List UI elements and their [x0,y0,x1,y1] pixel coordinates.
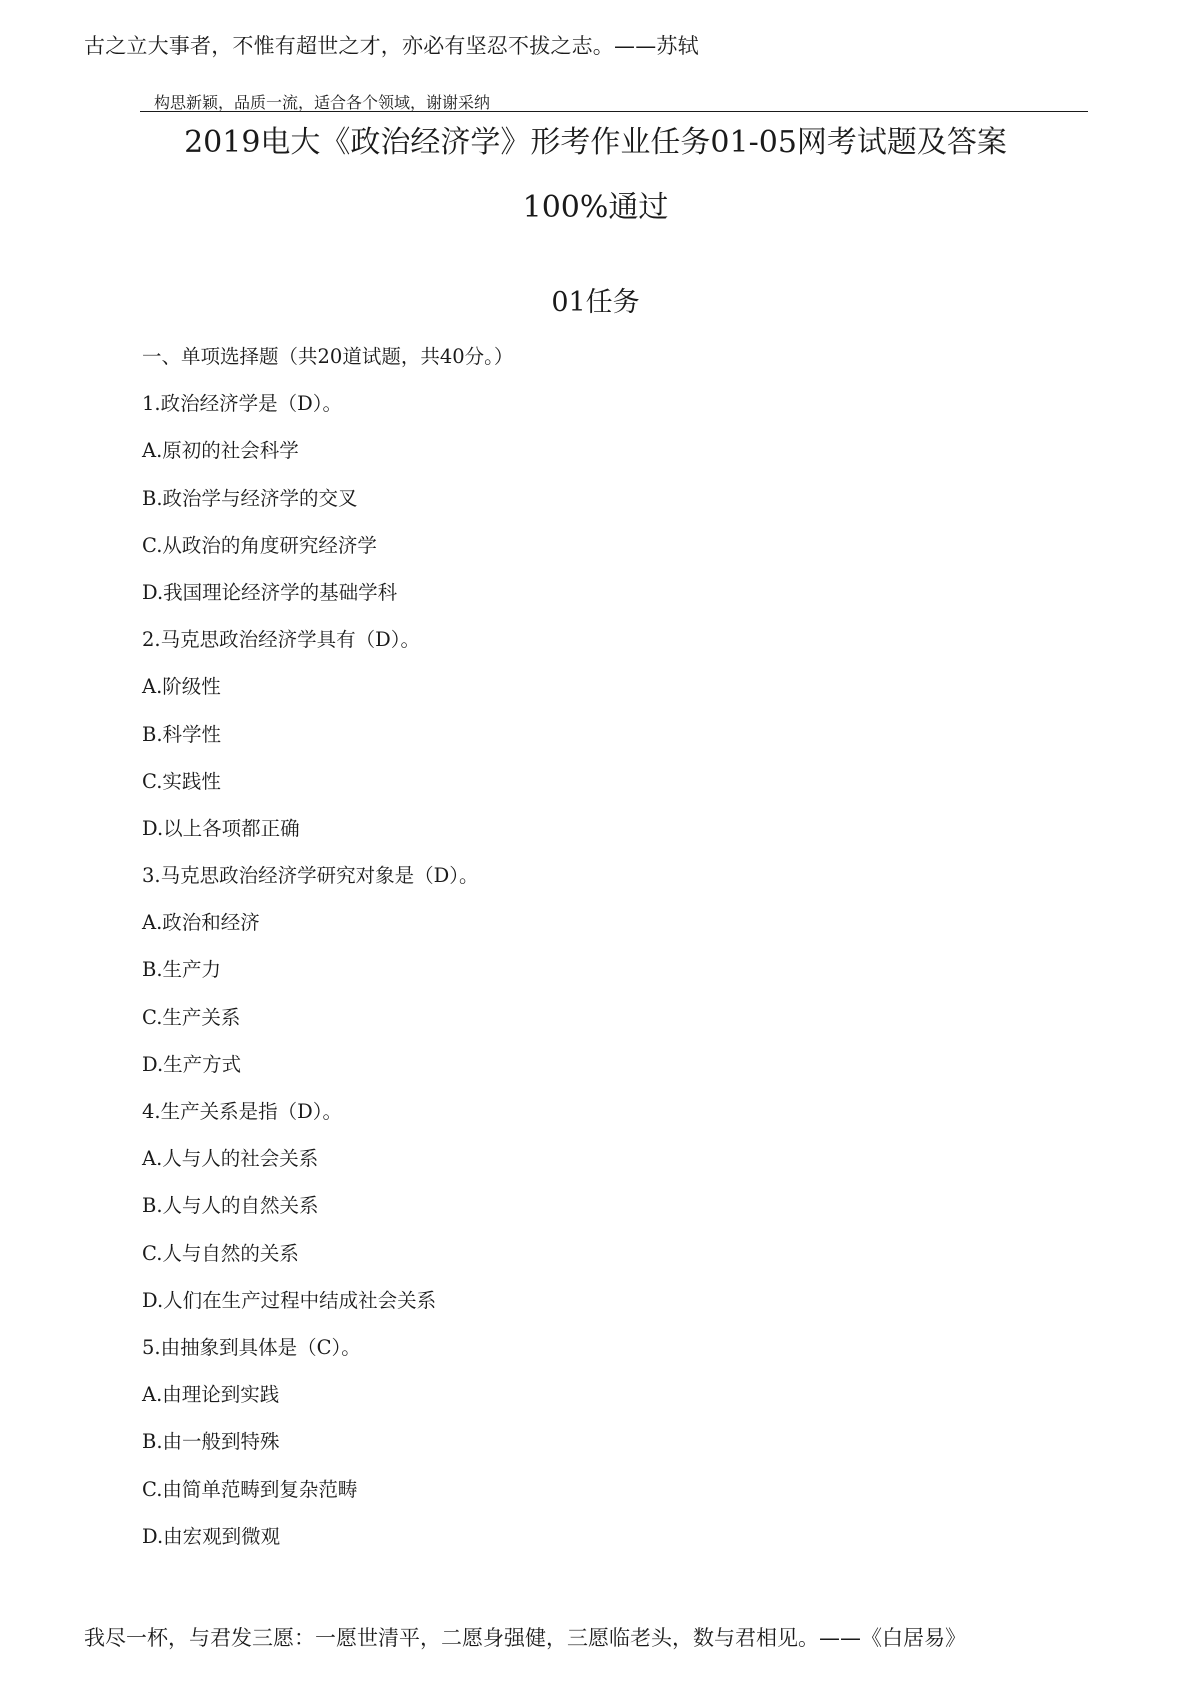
answer-option: C.人与自然的关系 [142,1241,299,1265]
answer-option: B.由一般到特殊 [142,1430,280,1454]
section-heading: 01任务 [551,287,640,318]
top-quote: 古之立大事者，不惟有超世之才，亦必有坚忍不拔之志。——苏轼 [84,34,699,58]
document-title-line-1: 2019电大《政治经济学》形考作业任务01-05网考试题及答案 [184,125,1007,160]
document-title-line-2: 100%通过 [522,190,669,225]
answer-option: D.以上各项都正确 [142,816,300,840]
page-header [140,90,1088,112]
answer-option: C.由简单范畴到复杂范畴 [142,1477,358,1501]
answer-option: A.由理论到实践 [142,1383,280,1407]
answer-option: B.生产力 [142,958,222,982]
answer-option: B.人与人的自然关系 [142,1194,319,1218]
section-intro: 一、单项选择题（共20道试题，共40分。） [142,345,514,368]
question-list [142,342,1102,1569]
answer-option: A.原初的社会科学 [142,439,299,463]
answer-option: B.科学性 [142,722,222,746]
answer-option: B.政治学与经济学的交叉 [142,486,358,510]
answer-option: A.人与人的社会关系 [142,1147,319,1171]
question: 3.马克思政治经济学研究对象是（D）。 [142,864,479,888]
answer-option: D.由宏观到微观 [142,1524,281,1548]
question: 1.政治经济学是（D）。 [142,392,342,416]
answer-option: D.我国理论经济学的基础学科 [142,580,398,604]
answer-option: C.生产关系 [142,1005,241,1029]
question: 4.生产关系是指（D）。 [142,1100,342,1123]
answer-option: A.阶级性 [142,675,221,699]
header-slogan: 构思新颖，品质一流，适合各个领域，谢谢采纳 [154,93,491,112]
question: 5.由抽象到具体是（C）。 [142,1335,361,1359]
question: 2.马克思政治经济学具有（D）。 [142,628,420,652]
answer-option: D.人们在生产过程中结成社会关系 [142,1288,437,1312]
answer-option: D.生产方式 [142,1052,242,1076]
answer-option: A.政治和经济 [142,911,260,935]
answer-option: C.实践性 [142,769,221,793]
answer-option: C.从政治的角度研究经济学 [142,533,377,557]
bottom-quote: 我尽一杯，与君发三愿：一愿世清平，二愿身强健，三愿临老头，数与君相见。——《白居易》 [84,1626,966,1650]
